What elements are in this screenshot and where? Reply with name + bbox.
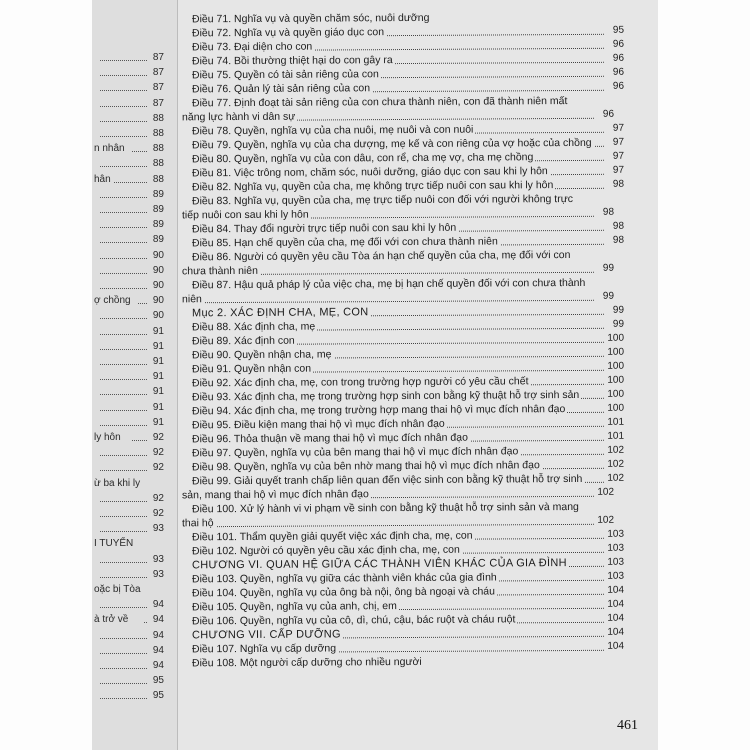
toc-entry-page: 103	[607, 556, 625, 568]
left-toc-row	[92, 630, 177, 643]
left-page	[92, 0, 178, 750]
toc-entry	[192, 501, 624, 517]
toc-entry	[192, 347, 624, 363]
toc-entry-title: Điều 96. Thỏa thuận về mang thai hộ vì mục đích nhân đạo	[191, 431, 468, 446]
left-toc-row	[92, 189, 177, 202]
toc-entry-page: 98	[612, 234, 625, 246]
left-toc-page: 90	[152, 264, 164, 276]
toc-section-heading	[192, 305, 624, 321]
dot-leader	[100, 242, 147, 243]
left-toc-row	[92, 52, 177, 65]
dot-leader	[100, 166, 147, 167]
toc-entry-title: Điều 84. Thay đổi người trực tiếp nuôi con sau khi ly hôn	[191, 221, 457, 236]
left-toc-row	[92, 675, 177, 688]
toc-entry-page: 98	[612, 220, 625, 232]
toc-entry-title: Điều 93. Xác định cha, mẹ trong trường hợp sinh con bằng kỹ thuật hỗ trợ sinh sản	[191, 388, 580, 404]
toc-entry-title: Điều 89. Xác định con	[191, 334, 295, 348]
dot-leader	[182, 300, 594, 304]
toc-entry-page: 98	[612, 178, 625, 190]
toc-entry	[192, 123, 624, 139]
toc-entry-page: 96	[612, 52, 625, 64]
toc-section-heading	[192, 627, 624, 643]
toc-entry-title: Điều 83. Nghĩa vụ, quyền của cha, mẹ trực tiếp nuôi con đối với người không trực	[191, 192, 574, 208]
toc-entry-title: Điều 76. Quản lý tài sản riêng của con	[191, 82, 371, 96]
toc-entry	[192, 459, 624, 475]
toc-entry	[192, 641, 624, 657]
dot-leader	[100, 455, 147, 456]
left-toc-row	[92, 341, 177, 354]
dot-leader	[100, 273, 147, 274]
dot-leader	[100, 90, 147, 91]
toc-entry	[192, 179, 624, 195]
dot-leader	[100, 258, 147, 259]
toc-entry	[192, 543, 624, 559]
left-toc-page: 87	[152, 97, 164, 109]
toc-entry	[182, 207, 614, 223]
toc-entry-title: Điều 79. Quyền, nghĩa vụ của cha dượng, mẹ kế và con riêng của vợ hoặc của chồng	[191, 136, 592, 152]
toc-entry-title: Điều 74. Bồi thường thiệt hại do con gây ra	[191, 54, 393, 68]
toc-entry-title: tiếp nuôi con sau khi ly hôn	[181, 208, 309, 222]
toc-entry-page: 102	[607, 444, 625, 456]
left-toc-page: 90	[152, 295, 164, 307]
left-toc-page: 89	[152, 188, 164, 200]
left-toc-page: 88	[152, 143, 164, 155]
left-toc-text: ừ ba khi ly	[94, 477, 141, 489]
toc-entry-title: năng lực hành vi dân sự	[181, 110, 296, 124]
left-toc-row	[92, 599, 177, 612]
left-toc-page: 91	[152, 371, 164, 383]
toc-entry-title: Điều 90. Quyền nhận cha, mẹ	[191, 348, 332, 362]
toc-entry	[182, 515, 614, 531]
toc-entry-title: Điều 71. Nghĩa vụ và quyền chăm sóc, nuôi dưỡng	[191, 11, 430, 26]
dot-leader	[100, 364, 147, 365]
left-toc-page: 92	[152, 462, 164, 474]
left-toc-text: à trở về	[94, 614, 129, 626]
dot-leader	[144, 622, 147, 623]
toc-entry-title: Điều 78. Quyền, nghĩa vụ của cha nuôi, mẹ nuôi và con nuôi	[191, 123, 474, 138]
left-toc-page: 89	[152, 234, 164, 246]
toc-entry-page: 102	[607, 472, 625, 484]
toc-entry	[192, 417, 624, 433]
dot-leader	[100, 227, 147, 228]
toc-entry	[182, 291, 614, 307]
toc-entry-title: Điều 88. Xác định cha, mẹ	[191, 320, 316, 334]
toc-entry-page: 99	[612, 318, 625, 330]
toc-entry-page: 96	[612, 66, 625, 78]
toc-entry-title: sản, mang thai hộ vì mục đích nhân đạo	[181, 488, 369, 502]
left-toc-row	[92, 660, 177, 673]
left-toc-row	[92, 326, 177, 339]
dot-leader	[100, 121, 147, 122]
dot-leader	[100, 531, 147, 532]
left-toc-row	[92, 569, 177, 582]
toc-entry-page: 100	[607, 332, 625, 344]
toc-entry-page: 100	[607, 374, 625, 386]
toc-entry	[192, 361, 624, 377]
left-toc-page: 89	[152, 219, 164, 231]
left-toc-row	[92, 174, 177, 187]
toc-entry-page: 97	[612, 122, 625, 134]
left-toc-page: 87	[152, 82, 164, 94]
toc-entry-page: 103	[607, 570, 625, 582]
left-toc-row	[92, 508, 177, 521]
toc-entry-title: Điều 91. Quyền nhận con	[191, 362, 312, 376]
dot-leader	[114, 182, 147, 183]
dot-leader	[100, 562, 147, 563]
toc-entry-title: Điều 75. Quyền có tài sản riêng của con	[191, 68, 379, 82]
dot-leader	[100, 607, 147, 608]
dot-leader	[100, 470, 147, 471]
left-toc-page: 92	[152, 492, 164, 504]
dot-leader	[100, 698, 147, 699]
dot-leader	[100, 288, 147, 289]
right-page	[178, 0, 658, 750]
left-toc-row	[92, 98, 177, 111]
toc-entry-title: Điều 101. Thẩm quyền giải quyết việc xác định cha, mẹ, con	[191, 529, 473, 544]
toc-entry-title: chưa thành niên	[181, 264, 258, 278]
left-toc-row	[92, 478, 177, 491]
toc-entry-title: Mục 2. XÁC ĐỊNH CHA, MẸ, CON	[191, 306, 369, 320]
toc-entry-page: 100	[607, 346, 625, 358]
page-number: 461	[617, 718, 638, 733]
toc-entry	[192, 39, 624, 55]
dot-leader	[100, 683, 147, 684]
left-toc-page: 89	[152, 204, 164, 215]
toc-entry-page: 100	[607, 360, 625, 372]
toc-entry	[192, 11, 624, 27]
toc-entry-title: Điều 72. Nghĩa vụ và quyền giáo dục con	[191, 26, 385, 40]
left-toc-page: 95	[152, 675, 164, 687]
left-toc-page: 87	[152, 67, 164, 79]
toc-entry-title: Điều 81. Việc trông nom, chăm sóc, nuôi dưỡng, giáo dục con sau khi ly hôn	[191, 165, 548, 180]
toc-entry	[192, 235, 624, 251]
left-toc-page: 91	[152, 401, 164, 413]
toc-entry-title: Điều 99. Giải quyết tranh chấp liên quan đến việc sinh con bằng kỹ thuật hỗ trợ sinh	[191, 472, 583, 488]
toc-entry	[192, 473, 624, 489]
toc-entry-page: 98	[602, 206, 615, 218]
toc-entry	[192, 137, 624, 153]
left-toc-row	[92, 204, 177, 217]
left-toc-page: 94	[152, 614, 164, 626]
left-toc-page: 88	[152, 158, 164, 170]
toc-entry-title: Điều 87. Hậu quả pháp lý của việc cha, mẹ bị hạn chế quyền đối với con chưa thành	[191, 276, 586, 292]
dot-leader	[138, 303, 147, 304]
left-toc-row	[92, 371, 177, 384]
left-toc-row	[92, 493, 177, 506]
toc-entry-title: Điều 98. Quyền, nghĩa vụ của bên nhờ mang thai hộ vì mục đích nhân đạo	[191, 459, 540, 474]
left-toc-row	[92, 447, 177, 460]
toc-entry-title: niên	[181, 293, 202, 306]
dot-leader	[100, 668, 147, 669]
toc-entry-title: Điều 94. Xác định cha, mẹ trong trường hợp mang thai hộ vì mục đích nhân đạo	[191, 403, 566, 418]
toc-entry-title: Điều 103. Quyền, nghĩa vụ giữa các thành viên khác của gia đình	[191, 571, 497, 586]
left-toc-page: 93	[152, 523, 164, 535]
left-toc-row	[92, 250, 177, 263]
left-toc-row	[92, 265, 177, 278]
toc-entry-page: 96	[612, 38, 625, 50]
left-toc-page: 91	[152, 340, 164, 352]
left-toc-page: 90	[152, 310, 164, 322]
toc-entry-title: Điều 82. Nghĩa vụ, quyền của cha, mẹ không trực tiếp nuôi con sau khi ly hôn	[191, 179, 554, 194]
toc-entry	[192, 585, 624, 601]
toc-entry	[192, 431, 624, 447]
toc-entry-page: 104	[607, 584, 625, 596]
toc-entry-title: Điều 95. Điều kiện mang thai hộ vì mục đích nhân đạo	[191, 417, 445, 432]
toc-entry	[192, 389, 624, 405]
toc-entry-title: Điều 107. Nghĩa vụ cấp dưỡng	[191, 642, 337, 656]
left-toc-row	[92, 67, 177, 80]
toc-entry-title: CHƯƠNG VII. CẤP DƯỠNG	[191, 628, 341, 642]
left-toc-row	[92, 417, 177, 430]
left-toc-row	[92, 158, 177, 171]
toc-entry-title: Điều 102. Người có quyền yêu cầu xác định cha, mẹ, con	[191, 543, 460, 558]
dot-leader	[100, 425, 147, 426]
toc-section-heading	[192, 557, 624, 573]
left-toc-text: I TUYỂN	[94, 538, 134, 550]
left-toc-row	[92, 356, 177, 369]
toc-entry	[192, 165, 624, 181]
left-toc-page: 91	[152, 325, 164, 337]
dot-leader	[100, 653, 147, 654]
left-toc-row	[92, 280, 177, 293]
dot-leader	[100, 197, 147, 198]
dot-leader	[100, 501, 147, 502]
dot-leader	[100, 334, 147, 335]
left-toc-row	[92, 523, 177, 536]
left-toc-page: 88	[152, 173, 164, 185]
toc-entry-page: 101	[607, 416, 625, 428]
dot-leader	[132, 151, 147, 152]
left-toc-page: 88	[152, 112, 164, 124]
dot-leader	[100, 60, 147, 61]
left-toc-text: ly hôn	[94, 432, 121, 443]
toc-entry-page: 95	[612, 24, 625, 36]
left-toc-page: 88	[152, 128, 164, 139]
toc-entry-title: Điều 73. Đại diện cho con	[191, 40, 313, 54]
left-toc-row	[92, 295, 177, 308]
toc-entry-title: Điều 100. Xử lý hành vi vi phạm về sinh con bằng kỹ thuật hỗ trợ sinh sản và mang	[191, 500, 579, 516]
dot-leader	[100, 638, 147, 639]
dot-leader	[100, 318, 147, 319]
left-toc-page: 93	[152, 553, 164, 565]
toc-entry-page: 99	[602, 262, 615, 274]
left-toc-row	[92, 234, 177, 247]
left-toc-row	[92, 462, 177, 475]
toc-entry-page: 104	[607, 612, 625, 624]
left-toc-text: ợ chồng	[94, 295, 131, 307]
toc-entry	[192, 529, 624, 545]
left-toc-row	[92, 82, 177, 95]
toc-entry-page: 97	[612, 150, 625, 162]
toc-entry-title: CHƯƠNG VI. QUAN HỆ GIỮA CÁC THÀNH VIÊN KHÁC CỦA GIA ĐÌNH	[191, 557, 567, 572]
left-toc-row	[92, 645, 177, 658]
dot-leader	[100, 212, 147, 213]
left-toc-page: 91	[152, 416, 164, 428]
left-toc-page: 95	[152, 690, 164, 702]
toc-entry	[192, 67, 624, 83]
toc-entry	[192, 249, 624, 265]
toc-entry	[192, 81, 624, 97]
toc-entry-page: 103	[607, 528, 625, 540]
left-toc-row	[92, 128, 177, 141]
left-toc-page: 90	[152, 280, 164, 291]
toc-entry-page: 100	[607, 388, 625, 400]
left-toc-row	[92, 690, 177, 703]
left-toc-page: 92	[152, 508, 164, 519]
toc-entry-page: 96	[602, 108, 615, 120]
toc-entry-page: 103	[607, 542, 625, 554]
dot-leader	[100, 349, 147, 350]
dot-leader	[100, 516, 147, 517]
toc-entry-page: 101	[607, 430, 625, 442]
toc-entry	[182, 487, 614, 503]
toc-entry	[192, 403, 624, 419]
left-toc-row	[92, 554, 177, 567]
toc-entry-title: Điều 106. Quyền, nghĩa vụ của cô, dì, chú, cậu, bác ruột và cháu ruột	[191, 613, 516, 628]
toc-entry-title: Điều 104. Quyền, nghĩa vụ của ông bà nội, ông bà ngoại và cháu	[191, 585, 496, 600]
toc-entry	[192, 25, 624, 41]
toc-entry-title: Điều 77. Định đoạt tài sản riêng của con chưa thành niên, con đã thành niên mất	[191, 95, 568, 110]
toc-entry	[192, 571, 624, 587]
dot-leader	[100, 577, 147, 578]
toc-entry-page: 102	[607, 458, 625, 470]
left-toc-text: n nhân	[94, 143, 125, 155]
toc-entry	[192, 277, 624, 293]
toc-entry-page: 102	[597, 486, 615, 498]
left-toc-page: 91	[152, 386, 164, 398]
toc-entry-page: 97	[612, 164, 625, 176]
left-toc-page: 94	[152, 629, 164, 641]
toc-entry	[192, 613, 624, 629]
toc-entry-page: 100	[607, 402, 625, 414]
toc-entry-title: Điều 80. Quyền, nghĩa vụ của con dâu, con rể, cha mẹ vợ, cha mẹ chồng	[191, 151, 534, 166]
dot-leader	[100, 75, 147, 76]
left-toc-page: 92	[152, 447, 164, 459]
left-toc-page: 93	[152, 568, 164, 580]
left-toc-text: hân	[94, 173, 111, 185]
left-toc-text: oặc bị Tòa	[94, 584, 141, 595]
toc-entry	[192, 151, 624, 167]
left-toc-row	[92, 113, 177, 126]
left-toc-row	[92, 143, 177, 156]
dot-leader	[100, 379, 147, 380]
toc-entry-title: Điều 86. Người có quyền yêu cầu Tòa án hạn chế quyền của cha, mẹ đối với con	[191, 249, 571, 264]
toc-entry	[192, 193, 624, 209]
left-toc-row	[92, 310, 177, 323]
left-toc-page: 90	[152, 249, 164, 261]
toc-entry	[192, 221, 624, 237]
toc-entry-page: 104	[607, 626, 625, 638]
toc-entry-title: Điều 105. Quyền, nghĩa vụ của anh, chị, em	[191, 600, 397, 614]
toc-entry-page: 96	[612, 80, 625, 92]
toc-entry-page: 104	[607, 598, 625, 610]
toc-entry	[182, 109, 614, 125]
left-toc-page: 94	[152, 660, 164, 671]
left-toc-page: 94	[152, 599, 164, 611]
toc-entry	[192, 319, 624, 335]
left-toc-page: 87	[152, 52, 164, 63]
toc-entry-page: 97	[612, 136, 625, 148]
toc-entry	[192, 53, 624, 69]
left-toc-row	[92, 584, 177, 597]
toc-entry-title: Điều 108. Một người cấp dưỡng cho nhiều người	[191, 655, 422, 670]
toc-entry	[192, 375, 624, 391]
left-toc-row	[92, 432, 177, 445]
toc-entry-page: 104	[607, 640, 625, 652]
left-toc-row	[92, 538, 177, 551]
toc-entry-page: 99	[612, 304, 625, 316]
toc-entry	[192, 95, 624, 111]
dot-leader	[132, 440, 147, 441]
toc-entry-title: Điều 85. Hạn chế quyền của cha, mẹ đối với con chưa thành niên	[191, 235, 498, 250]
dot-leader	[100, 136, 147, 137]
left-toc-row	[92, 219, 177, 232]
left-toc-page: 94	[152, 644, 164, 656]
toc-entry	[182, 263, 614, 279]
toc-entry-title: Điều 92. Xác định cha, mẹ, con trong trường hợp người có yêu cầu chết	[191, 375, 529, 390]
toc-entry	[192, 599, 624, 615]
left-toc-page: 92	[152, 432, 164, 443]
dot-leader	[100, 106, 147, 107]
toc-entry-title: thai hộ	[181, 517, 214, 530]
toc-entry	[192, 333, 624, 349]
toc-entry	[192, 655, 624, 671]
left-toc-row	[92, 614, 177, 627]
left-toc-row	[92, 386, 177, 399]
dot-leader	[182, 524, 594, 528]
dot-leader	[100, 394, 147, 395]
toc-entry-title: Điều 97. Quyền, nghĩa vụ của bên mang thai hộ vì mục đích nhân đạo	[191, 445, 519, 460]
toc-entry	[192, 445, 624, 461]
toc-entry-page: 99	[602, 290, 615, 302]
dot-leader	[100, 410, 147, 411]
left-toc-page: 91	[152, 356, 164, 367]
toc-entry-page: 102	[597, 514, 615, 526]
left-toc-row	[92, 402, 177, 415]
